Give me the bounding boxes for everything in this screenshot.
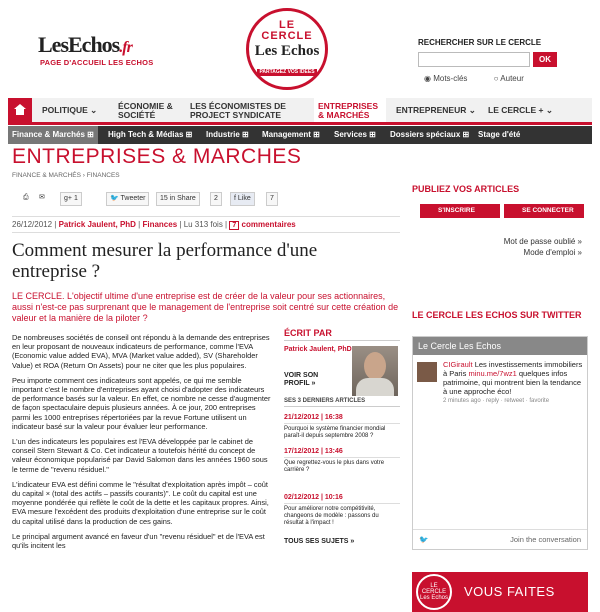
article-meta: 26/12/2012 | Patrick Jaulent, PhD | Finances | Lu 313 fois | 7 commentaires <box>12 220 296 229</box>
lesechos-logo[interactable]: LesEchos.fr <box>38 32 132 57</box>
author-link[interactable]: Patrick Jaulent, PhD <box>58 220 136 229</box>
main-nav <box>8 98 592 125</box>
nav-politique[interactable]: POLITIQUE ⌄ <box>42 105 98 115</box>
share-count: 7 <box>266 192 278 206</box>
account-links <box>412 236 582 258</box>
home-icon[interactable] <box>8 98 32 122</box>
print-icon[interactable]: ⎙ <box>23 194 29 201</box>
nav-lecercle-plus[interactable]: LE CERCLE + ⌄ <box>488 105 553 115</box>
howto-link[interactable]: Mode d'emploi » <box>523 248 582 257</box>
radio-author[interactable]: ○ Auteur <box>493 74 524 83</box>
nav-entrepreneur[interactable]: ENTREPRENEUR ⌄ <box>396 105 476 115</box>
comments-link[interactable]: commentaires <box>241 220 296 229</box>
radio-keywords[interactable]: ◉ Mots-clés <box>424 74 468 83</box>
divider <box>12 232 400 233</box>
linkedin-share-button[interactable]: 15 in Share <box>156 192 200 206</box>
twitter-footer <box>413 529 587 549</box>
promo-banner[interactable]: LE CERCLE Les Echos VOUS FAITES <box>412 572 588 612</box>
crumb-finances[interactable]: FINANCES <box>86 172 120 179</box>
nav-entreprises[interactable]: ENTREPRISES & MARCHÉS <box>314 98 386 122</box>
search-label: RECHERCHER SUR LE CERCLE <box>418 38 542 47</box>
header <box>0 0 600 96</box>
twitter-bird-icon: 🐦 <box>419 535 429 544</box>
article-body: De nombreuses sociétés de conseil ont répondu à la demande des entreprises en leur proposant de nouveaux indicateurs de performance, comme l'EVA (Economic value added EVA), MVA (Market value added), SV (Shareholder Value) et ROA (Return On Assets) pour ne citer que les plus populaires. Peu importe comment ces indicateurs sont appelés, ce qui me semble important c'est le nombre d'entreprises ayant choisi d'adopter des indicateurs de performance basés sur la valeur. En effet, ce nombre ne cesse d'augmenter de façon spectaculaire depuis plusieurs années. À ce jour, 200 entreprises parmi les 1000 entreprises répertoriées par la revue Fortune utilisent un indicateur basé sur la valeur pour évaluer leur performance. L'un des indicateurs les populaires est l'EVA développée par le cabinet de conseil Stern Stewart & Co. Cet indicateur a toutefois hérité du concept de valeur économique popularisé par David Salomon dans les années 1960 sous le terme de "revenu résiduel." L'indicateur EVA est défini comme le "résultat d'exploitation après impôt – coût du capital × (total des actifs – passifs courants)". Le coût du capital est une moyenne pondérée qui reflète le coût de la dette et les capitaux propres. Ainsi, EVA mesure l'excédent des produits d'exploitation d'une entreprise sur le coût du capital utilisé dans la production de ces gains. Le principal argument avancé en faveur d'un "revenu résiduel" et de l'EVA est qu'ils incitent les <box>12 333 271 551</box>
join-link[interactable]: Join the conversation <box>510 535 581 544</box>
author-article[interactable]: 17/12/2012 | 13:46 Que regrettez-vous le plus dans votre carrière ? <box>284 448 400 474</box>
search-input[interactable] <box>418 52 530 67</box>
view-profile-link[interactable]: VOIR SON PROFIL » <box>284 372 319 387</box>
nav-economie[interactable]: ÉCONOMIE & SOCIÉTÉ <box>118 101 173 120</box>
author-name[interactable]: Patrick Jaulent, PhD <box>284 346 352 353</box>
tweet-user[interactable]: CIGirault <box>443 360 473 369</box>
all-subjects-link[interactable]: TOUS SES SUJETS » <box>284 538 355 545</box>
subnav-finance[interactable]: Finance & Marchés ⊞ <box>8 126 98 144</box>
login-button[interactable]: SE CONNECTER <box>504 204 584 218</box>
signup-button[interactable]: S'INSCRIRE <box>420 204 500 218</box>
article-title: Comment mesurer la performance d'une entreprise ? <box>12 240 318 282</box>
tweet-actions[interactable]: 2 minutes ago · reply · retweet · favorite <box>443 398 550 404</box>
twitter-title: LE CERCLE LES ECHOS SUR TWITTER <box>412 310 582 320</box>
tweet-link[interactable]: minu.me/7wz1 <box>468 369 517 378</box>
section-title: ENTREPRISES & MARCHES <box>12 145 302 168</box>
author-box: ÉCRIT PAR Patrick Jaulent, PhD VOIR SON PROFIL » SES 3 DERNIERS ARTICLES 21/12/2012 | 16:38 Pourquoi le système financier mondial paraît-il depuis septembre 2008 ? 17/12/2012 | 13:46 Que regrettez-vous le plus dans votre carrière ? 02/12/2012 | 10:16 Pour améliorer notre compétitivité, changeons de modèle : passons du résultat à l'impact ! TOUS SES SUJETS » <box>284 328 400 341</box>
home-link[interactable]: PAGE D'ACCUEIL LES ECHOS <box>40 58 154 67</box>
subnav-stage[interactable]: Stage d'été <box>478 130 521 139</box>
forgot-password-link[interactable]: Mot de passe oublié » <box>503 237 582 246</box>
subnav-dossiers[interactable]: Dossiers spéciaux ⊞ <box>390 130 470 139</box>
article-lead: LE CERCLE. L'objectif ultime d'une entreprise est de créer de la valeur pour ses actionnaires, aussi n'est-ce pas surprenant que le management de l'entreprise soit centré sur cette création de valeur et la manière de la piloter ? <box>12 291 399 323</box>
twitter-widget <box>412 336 588 550</box>
author-article[interactable]: 02/12/2012 | 10:16 Pour améliorer notre compétitivité, changeons de modèle : passons du résultat à l'impact ! <box>284 494 400 527</box>
tweet-button[interactable]: 🐦 Tweeter <box>106 192 149 206</box>
search-mode <box>424 74 548 83</box>
tweet-avatar[interactable] <box>417 362 437 382</box>
category-link[interactable]: Finances <box>142 220 178 229</box>
publish-title: PUBLIEZ VOS ARTICLES <box>412 184 520 194</box>
crumb-finance[interactable]: FINANCE & MARCHÉS <box>12 172 81 179</box>
subnav-services[interactable]: Services ⊞ <box>334 130 376 139</box>
subnav-hightech[interactable]: High Tech & Médias ⊞ <box>108 130 193 139</box>
subnav-industrie[interactable]: Industrie ⊞ <box>206 130 249 139</box>
mail-icon[interactable]: ✉ <box>39 194 45 201</box>
breadcrumb: FINANCE & MARCHÉS › FINANCES <box>12 172 120 179</box>
nav-economistes[interactable]: LES ÉCONOMISTES DE PROJECT SYNDICATE <box>190 101 286 120</box>
cercle-logo[interactable]: LE CERCLE Les Echos PARTAGEZ VOS IDÉES <box>246 8 328 90</box>
twitter-widget-title: Le Cercle Les Echos <box>413 337 587 355</box>
sub-nav <box>8 126 592 144</box>
gplus-button[interactable]: g+ 1 <box>60 192 82 206</box>
divider <box>12 216 400 217</box>
fb-like-button[interactable]: f Like <box>230 192 255 206</box>
subnav-management[interactable]: Management ⊞ <box>262 130 320 139</box>
author-article[interactable]: 21/12/2012 | 16:38 Pourquoi le système financier mondial paraît-il depuis septembre 2008 ? <box>284 414 400 440</box>
comments-count[interactable]: 7 <box>229 221 239 230</box>
tweet: CIGirault Les investissements immobiliers à Paris minu.me/7wz1 quelques infos patrimoine, qui montrent bien la tendance à une approche éco! 2 minutes ago · reply · retweet · favorite <box>413 359 587 449</box>
fb-count: 2 <box>210 192 222 206</box>
promo-seal: LE CERCLE Les Echos <box>416 574 452 610</box>
author-photo[interactable] <box>352 346 398 396</box>
search-button[interactable]: OK <box>533 52 557 67</box>
